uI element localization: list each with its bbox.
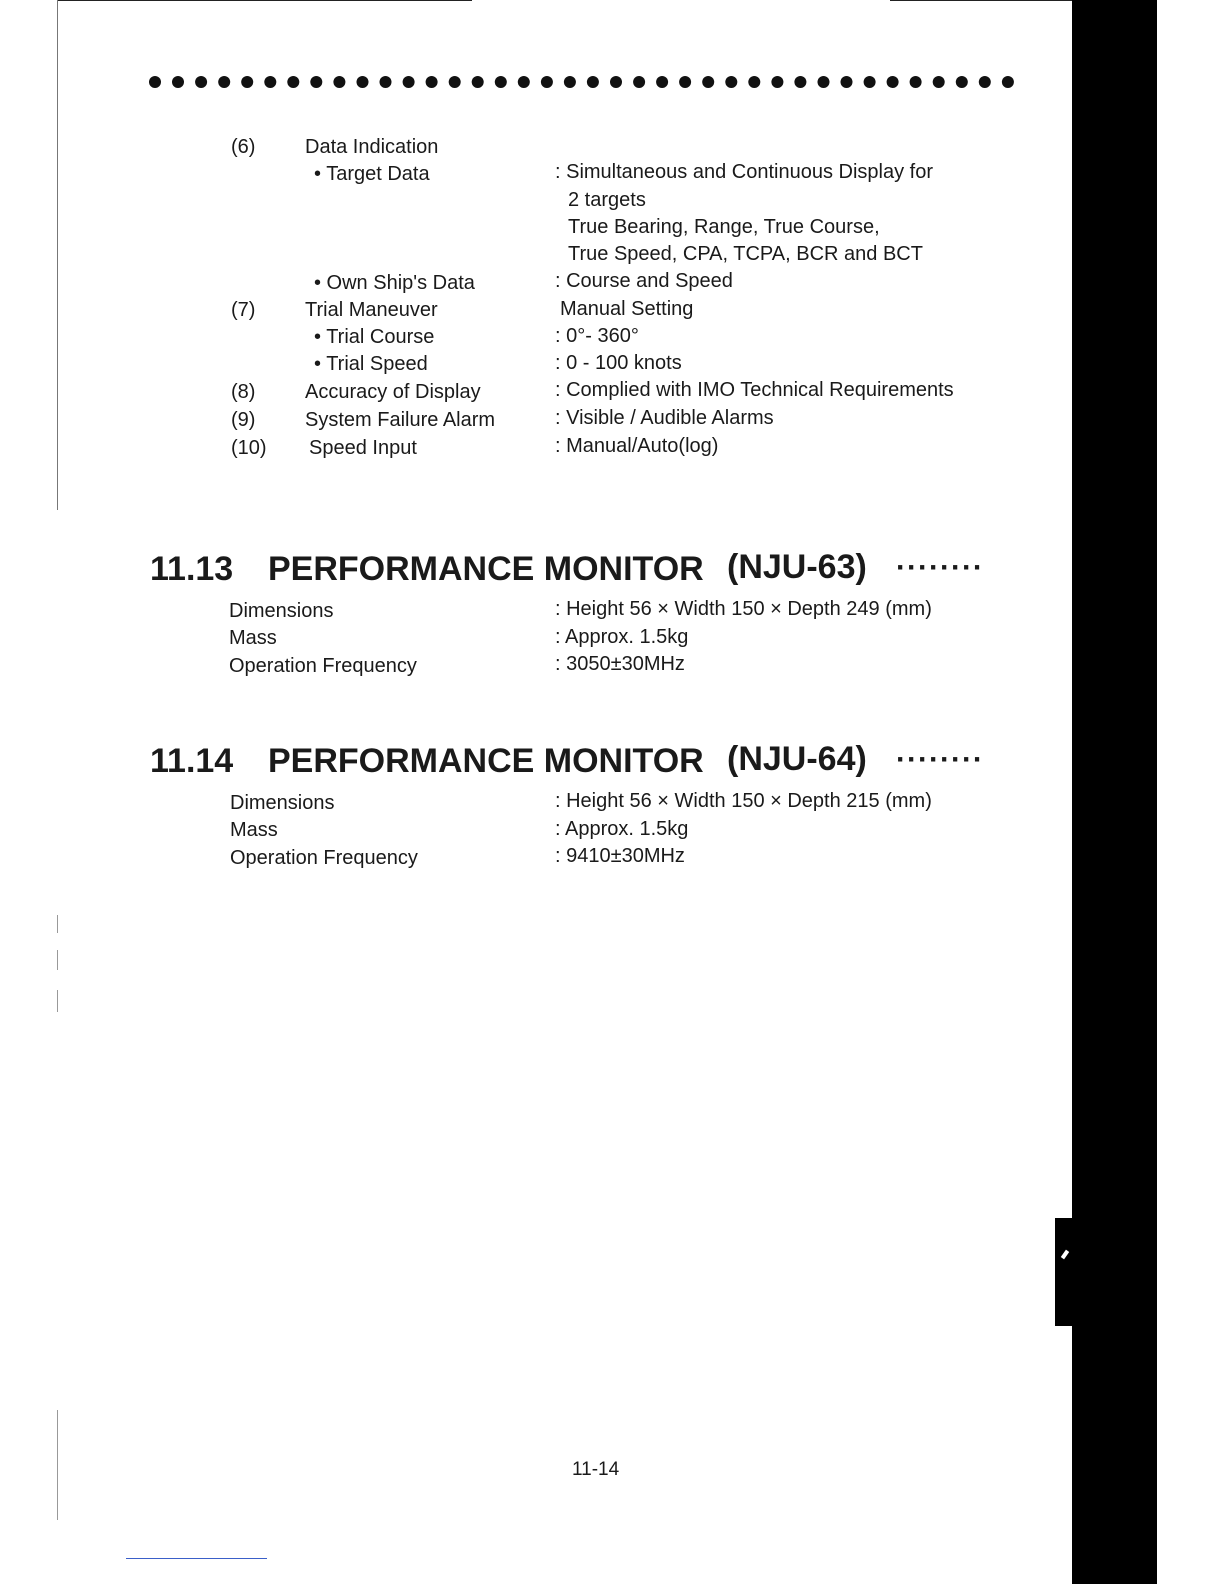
item-value: : 0 - 100 knots: [555, 352, 682, 374]
rule-dot: [218, 76, 230, 88]
item-value: : Course and Speed: [555, 270, 733, 292]
item-value: : Visible / Audible Alarms: [555, 407, 774, 429]
rule-dot: [587, 76, 599, 88]
rule-dot: [841, 76, 853, 88]
item-label: • Trial Speed: [314, 353, 428, 375]
item-label: • Trial Course: [314, 326, 435, 348]
scan-edge-tick: [57, 915, 58, 933]
spec-label: Dimensions: [230, 792, 335, 814]
scan-edge-tick: [57, 990, 58, 1012]
item-label: • Own Ship's Data: [314, 272, 475, 294]
rule-dot: [495, 76, 507, 88]
rule-dot: [380, 76, 392, 88]
scan-edge-line: [890, 0, 1072, 1]
rule-dot: [979, 76, 991, 88]
scan-edge-line: [57, 0, 58, 510]
rule-dot: [241, 76, 253, 88]
rule-dot: [426, 76, 438, 88]
rule-dot: [357, 76, 369, 88]
spec-label: Mass: [230, 819, 278, 841]
section-leader-dots: ········: [896, 551, 984, 584]
rule-dot: [771, 76, 783, 88]
item-label: • Target Data: [314, 163, 430, 185]
rule-dot: [956, 76, 968, 88]
chapter-tab-mark: [1055, 1218, 1075, 1326]
rule-dot: [679, 76, 691, 88]
item-value: True Bearing, Range, True Course,: [568, 216, 880, 238]
rule-dot: [541, 76, 553, 88]
rule-dot: [149, 76, 161, 88]
rule-dot: [333, 76, 345, 88]
item-number: (6): [231, 136, 256, 158]
item-value: 2 targets: [568, 189, 646, 211]
rule-dot: [449, 76, 461, 88]
rule-dot: [610, 76, 622, 88]
item-value: : Manual/Auto(log): [555, 435, 719, 457]
header-dot-rule: [145, 71, 1040, 93]
spec-value: : Height 56 × Width 150 × Depth 249 (mm): [555, 598, 932, 620]
section-model: (NJU-63): [727, 548, 867, 586]
rule-dot: [933, 76, 945, 88]
rule-dot: [864, 76, 876, 88]
scan-edge-tick: [57, 950, 58, 970]
spec-value: : Approx. 1.5kg: [555, 626, 689, 648]
rule-dot: [887, 76, 899, 88]
rule-dot: [656, 76, 668, 88]
spec-label: Operation Frequency: [229, 655, 417, 677]
item-label: Accuracy of Display: [305, 381, 481, 403]
scan-edge-line: [126, 1558, 267, 1559]
page-number: 11-14: [572, 1459, 620, 1480]
item-number: (7): [231, 299, 256, 321]
rule-dot: [310, 76, 322, 88]
rule-dot: [564, 76, 576, 88]
item-value: Manual Setting: [560, 298, 694, 320]
item-value: : Complied with IMO Technical Requirements: [555, 379, 954, 401]
spec-value: : Approx. 1.5kg: [555, 818, 689, 840]
spec-label: Mass: [229, 627, 277, 649]
rule-dot: [633, 76, 645, 88]
section-model: (NJU-64): [727, 740, 867, 778]
rule-dot: [172, 76, 184, 88]
section-leader-dots: ········: [896, 743, 984, 776]
item-number: (10): [231, 437, 267, 459]
item-value: : Simultaneous and Continuous Display for: [555, 161, 933, 183]
scan-edge-tick: [57, 1410, 58, 1520]
section-title: PERFORMANCE MONITOR: [268, 742, 704, 780]
scan-edge-line: [57, 0, 472, 1]
rule-dot: [1002, 76, 1014, 88]
spec-value: : Height 56 × Width 150 × Depth 215 (mm): [555, 790, 932, 812]
rule-dot: [794, 76, 806, 88]
scan-margin-bar: [1072, 0, 1157, 1584]
section-title: PERFORMANCE MONITOR: [268, 550, 704, 588]
spec-value: : 3050±30MHz: [555, 653, 685, 675]
rule-dot: [910, 76, 922, 88]
item-number: (8): [231, 381, 256, 403]
spec-value: : 9410±30MHz: [555, 845, 685, 867]
rule-dot: [403, 76, 415, 88]
item-label: System Failure Alarm: [305, 409, 496, 431]
spec-label: Dimensions: [229, 600, 334, 622]
rule-dot: [287, 76, 299, 88]
section-number: 11.14: [150, 742, 234, 780]
item-label: Trial Maneuver: [305, 299, 438, 321]
rule-dot: [518, 76, 530, 88]
item-value: True Speed, CPA, TCPA, BCR and BCT: [568, 243, 923, 265]
item-label: Data Indication: [305, 136, 439, 158]
item-value: : 0°- 360°: [555, 325, 639, 347]
rule-dot: [195, 76, 207, 88]
section-number: 11.13: [150, 550, 234, 588]
rule-dot: [702, 76, 714, 88]
rule-dot: [748, 76, 760, 88]
item-number: (9): [231, 409, 256, 431]
rule-dot: [818, 76, 830, 88]
rule-dot: [472, 76, 484, 88]
rule-dot: [725, 76, 737, 88]
spec-label: Operation Frequency: [230, 847, 418, 869]
rule-dot: [264, 76, 276, 88]
item-label: Speed Input: [309, 437, 417, 459]
